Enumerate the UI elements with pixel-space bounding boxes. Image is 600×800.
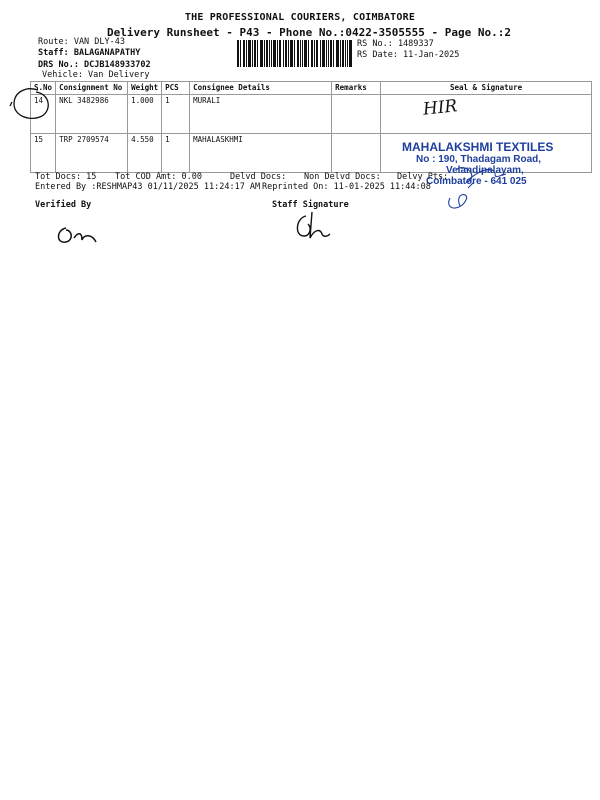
non-delivered-docs: Non Delvd Docs: [304, 172, 381, 182]
total-cod-amount: Tot COD Amt: 0.00 [115, 172, 202, 182]
col-weight: Weight [128, 82, 162, 95]
cell-remarks [332, 134, 381, 173]
rs-date: RS Date: 11-Jan-2025 [357, 50, 460, 60]
staff-signature-scribble [290, 208, 340, 244]
vehicle-label: Vehicle: Van Delivery [42, 70, 150, 80]
stamp-address-line3: Coimbatore - 641 025 [426, 176, 527, 187]
cell-consignment: NKL 3482986 [56, 95, 128, 134]
cell-pcs: 1 [162, 95, 190, 134]
stamp-company-name: MAHALAKSHMI TEXTILES [402, 140, 554, 154]
col-seal-signature: Seal & Signature [381, 82, 592, 95]
staff-label: Staff: BALAGANAPATHY [38, 48, 141, 58]
cell-sno: 15 [31, 134, 56, 173]
handwritten-signature-hir: HIR [422, 96, 459, 120]
cell-remarks [332, 95, 381, 134]
cell-consignee: MURALI [190, 95, 332, 134]
delivered-docs: Delvd Docs: [230, 172, 287, 182]
page-title: THE PROFESSIONAL COURIERS, COIMBATORE [184, 12, 416, 23]
total-docs: Tot Docs: 15 [35, 172, 97, 182]
staff-signature-label: Staff Signature [272, 200, 349, 210]
cell-seal [381, 95, 592, 134]
table-row [31, 95, 592, 134]
route-label: Route: VAN DLY-43 [38, 37, 125, 47]
delivery-points: Delvy Pts: [397, 172, 449, 182]
cell-consignment: TRP 2709574 [56, 134, 128, 173]
cell-weight: 4.550 [128, 134, 162, 173]
drs-label: DRS No.: DCJB148933702 [38, 60, 151, 70]
stamp-signature-scribble [430, 158, 530, 218]
col-sno: S.No [31, 82, 56, 95]
col-consignment: Consignment No [56, 82, 128, 95]
verified-by-label: Verified By [35, 200, 92, 210]
cell-consignee: MAHALASKHMI [190, 134, 332, 173]
col-remarks: Remarks [332, 82, 381, 95]
cell-sno: 14 [31, 95, 56, 134]
handdrawn-circle-mark [8, 84, 58, 124]
col-consignee: Consignee Details [190, 82, 332, 95]
rs-number: RS No.: 1489337 [357, 39, 434, 49]
table-header-row [31, 82, 592, 95]
verifier-signature-scribble [52, 218, 112, 250]
barcode [237, 40, 352, 67]
runsheet-subtitle: Delivery Runsheet - P43 - Phone No.:0422-3505555 - Page No.:2 [107, 26, 511, 39]
reprinted-on: Reprinted On: 11-01-2025 11:44:08 [262, 182, 431, 192]
col-pcs: PCS [162, 82, 190, 95]
entered-by: Entered By :RESHMAP43 01/11/2025 11:24:17 AM [35, 182, 261, 192]
cell-pcs: 1 [162, 134, 190, 173]
stamp-address-line2: Velandipalayam, [446, 165, 524, 176]
stamp-address-line1: No : 190, Thadagam Road, [416, 154, 542, 165]
cell-weight: 1.000 [128, 95, 162, 134]
